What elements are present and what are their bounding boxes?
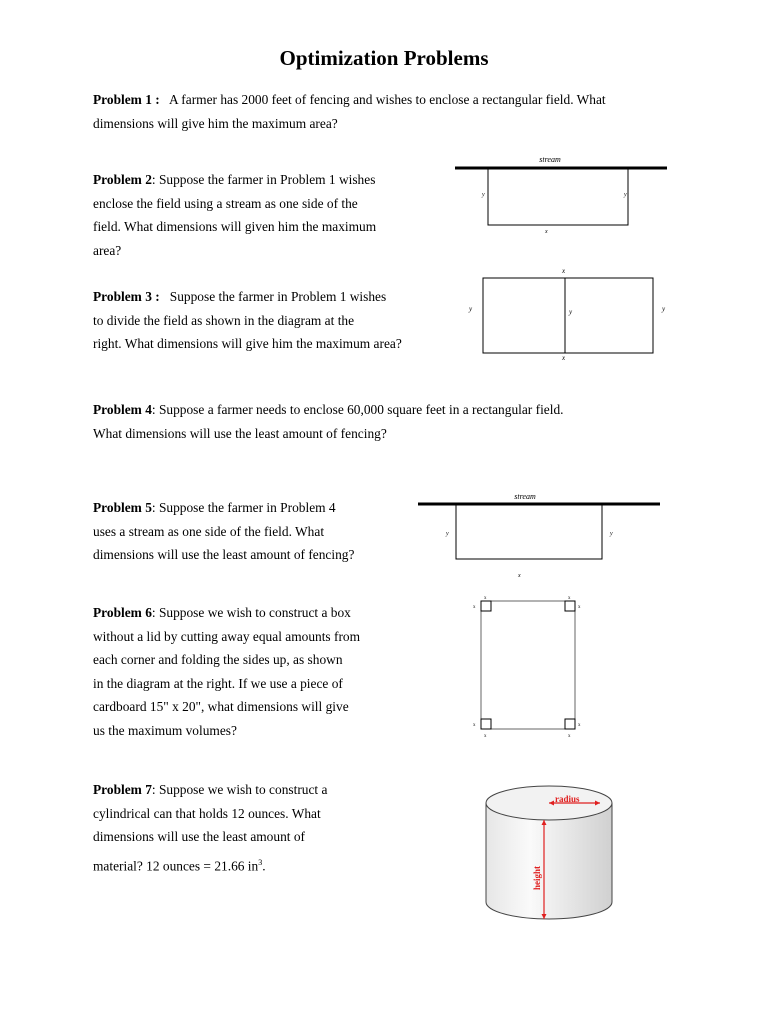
corner-label-x: x: [484, 734, 487, 739]
corner-label-x: x: [578, 723, 581, 728]
cardboard-sheet: [481, 601, 575, 729]
problem-3-label: Problem 3 :: [93, 289, 160, 304]
side-label-x: x: [562, 267, 566, 275]
diagram-stream-field: [410, 488, 670, 583]
stream-label: stream: [514, 492, 536, 501]
problem-4-text: What dimensions will use the least amount of fencing?: [93, 425, 387, 441]
problem-2: [93, 168, 376, 262]
problem-7-text: .: [262, 857, 266, 873]
corner-cutout: [481, 601, 491, 611]
diagram-box-cutout: [468, 592, 588, 742]
problem-2-text: area?: [93, 242, 122, 258]
problem-1-text: dimensions will give him the maximum area?: [93, 115, 338, 131]
side-label-x: x: [562, 354, 566, 362]
stream-label: stream: [539, 155, 561, 164]
diagram-stream-field: [440, 150, 680, 245]
problem-7-label: Problem 7: [93, 782, 152, 797]
corner-label-x: x: [473, 605, 476, 610]
page-title: Optimization Problems: [279, 46, 489, 70]
side-label-y: y: [662, 305, 666, 313]
problem-7-text: material? 12 ounces = 21.66 in: [93, 857, 259, 873]
problem-6-label: Problem 6: [93, 605, 152, 620]
problem-5-label: Problem 5: [93, 500, 152, 515]
problem-6-text: without a lid by cutting away equal amounts from: [93, 628, 361, 644]
corner-label-x: x: [568, 734, 571, 739]
problem-2-text: : Suppose the farmer in Problem 1 wishes: [151, 172, 376, 187]
side-label-y: y: [624, 192, 627, 198]
side-label-x: x: [545, 229, 548, 235]
problem-1: [93, 88, 606, 135]
problem-6-text: cardboard 15" x 20", what dimensions will give: [93, 699, 349, 714]
corner-cutout: [481, 719, 491, 729]
problem-6-text: us the maximum volumes?: [93, 722, 237, 738]
problem-5-text: dimensions will use the least amount of fencing?: [93, 547, 355, 562]
field-rectangle: [488, 169, 628, 225]
side-label-y: y: [469, 305, 473, 313]
problem-2-label: Problem 2: [93, 172, 152, 187]
problem-7-text: cylindrical can that holds 12 ounces. What: [93, 805, 321, 821]
radius-label: radius: [555, 794, 580, 804]
problem-5: [93, 496, 354, 567]
problem-6: [93, 601, 360, 742]
exponent: 3: [258, 857, 263, 867]
problem-2-text: enclose the field using a stream as one side of the: [93, 195, 358, 211]
field-rectangle: [456, 505, 602, 559]
problem-7-text: dimensions will use the least amount of: [93, 829, 305, 844]
corner-label-x: x: [568, 596, 571, 601]
problem-7-text: : Suppose we wish to construct a: [151, 782, 328, 797]
side-label-y: y: [569, 308, 573, 316]
side-label-y: y: [446, 531, 449, 537]
problem-3-text: Suppose the farmer in Problem 1 wishes: [169, 289, 387, 304]
problem-6-text: in the diagram at the right. If we use a piece of: [93, 675, 343, 691]
corner-label-x: x: [484, 596, 487, 601]
problem-5-text: uses a stream as one side of the field. What: [93, 523, 325, 539]
problem-4-label: Problem 4: [93, 402, 152, 417]
corner-cutout: [565, 719, 575, 729]
problem-4-text: : Suppose a farmer needs to enclose 60,000 square feet in a rectangular field.: [151, 402, 564, 417]
side-label-y: y: [482, 192, 485, 198]
field-rectangle: [483, 278, 653, 353]
corner-cutout: [565, 601, 575, 611]
problem-2-text: field. What dimensions will given him the maximum: [93, 219, 377, 234]
problem-7: [93, 778, 327, 877]
side-label-y: y: [610, 531, 613, 537]
problem-6-text: each corner and folding the sides up, as shown: [93, 652, 343, 667]
problem-5-text: : Suppose the farmer in Problem 4: [151, 500, 336, 515]
side-label-x: x: [518, 573, 521, 579]
height-label: height: [532, 865, 542, 890]
diagram-cylinder: [476, 780, 626, 930]
corner-label-x: x: [578, 605, 581, 610]
problem-4: [93, 398, 564, 445]
problem-6-text: : Suppose we wish to construct a box: [151, 605, 351, 620]
problem-1-text: A farmer has 2000 feet of fencing and wishes to enclose a rectangular field. What: [169, 92, 606, 107]
problem-3-text: right. What dimensions will give him the maximum area?: [93, 336, 402, 351]
problem-3-text: to divide the field as shown in the diagram at the: [93, 312, 355, 328]
diagram-divided-field: [465, 264, 675, 364]
corner-label-x: x: [473, 723, 476, 728]
problem-3: [93, 285, 402, 356]
problem-1-label: Problem 1 :: [93, 92, 160, 107]
